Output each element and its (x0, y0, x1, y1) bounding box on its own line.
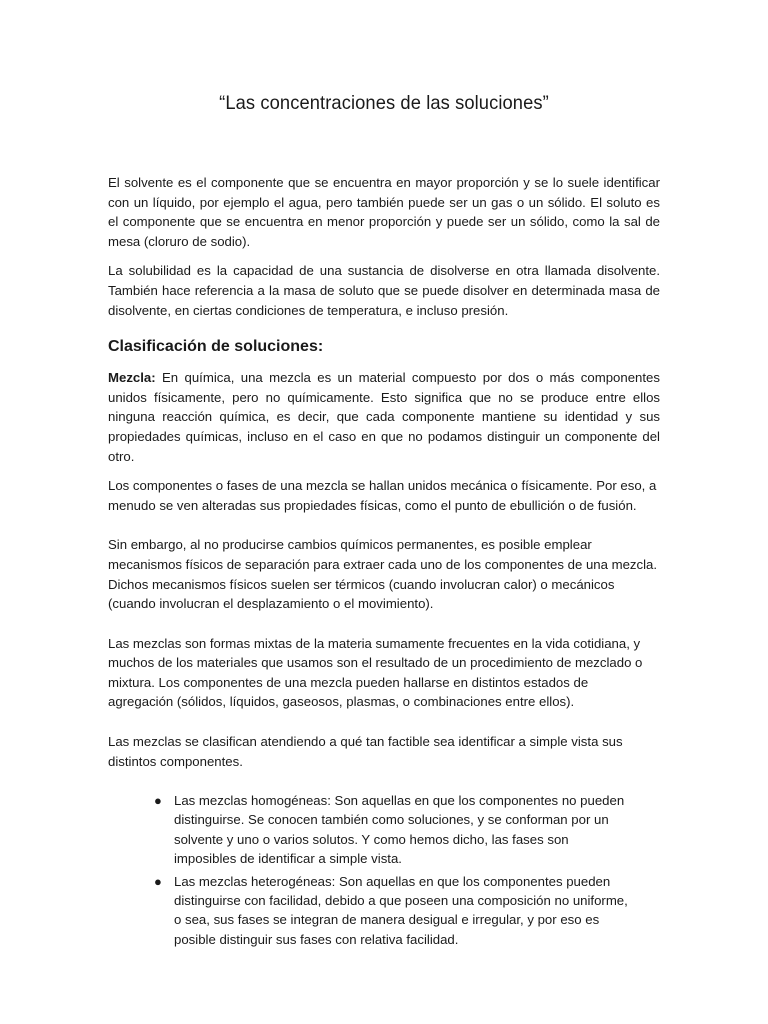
mezclas-bullet-list (108, 791, 660, 949)
bullet-icon: ● (154, 793, 162, 809)
paragraph-solvente: El solvente es el componente que se encuentra en mayor proporción y se lo suele identificar con un líquido, por ejemplo el agua, pero también puede ser un gas o un sólido. El soluto es el componente que se encuentra en menor proporción y puede ser un sólido, como la sal de mesa (cloruro de sodio). (108, 175, 660, 249)
paragraph-agregacion: agregación (sólidos, líquidos, gaseosos, plasmas, o combinaciones entre ellos). (108, 694, 575, 710)
paragraph-clasifican: Las mezclas se clasifican atendiendo a qué tan factible sea identificar a simple vista sus distintos componentes. (108, 734, 623, 769)
list-item-heterogeneas (154, 872, 634, 949)
list-item-homogeneas (154, 791, 634, 868)
bullet-icon: ● (154, 874, 162, 890)
section-heading-clasificacion: Clasificación de soluciones: (108, 338, 324, 356)
paragraph-mezcla (108, 368, 660, 466)
paragraph-mezclas-formas: Las mezclas son formas mixtas de la materia sumamente frecuentes en la vida cotidiana, y muchos de los materiales que usamos son el resultado de un procedimiento de mezclado o mixtura. Los componentes de una mezcla pueden hallarse en distintos estados de (108, 635, 643, 690)
mezcla-definition: En química, una mezcla es un material compuesto por dos o más componentes unidos físicamente, pero no químicamente. Esto significa que no se produce entre ellos ninguna reacción química, es decir, que cada componente mantiene su identidad y sus propiedades químicas, incluso en el caso en que no podamos distinguir un componente del otro. (108, 370, 660, 464)
list-item-text: Las mezclas heterogéneas: Son aquellas en que los componentes pueden distinguirse con facilidad, debido a que poseen una composición no uniforme, o sea, sus fases se integran de manera desigual e irregular, y por eso es posible distinguir sus fases con relativa facilidad. (174, 874, 628, 947)
mezcla-term: Mezcla: (108, 370, 156, 386)
document-title: “Las concentraciones de las soluciones” (219, 92, 549, 114)
list-item-text: Las mezclas homogéneas: Son aquellas en que los componentes no pueden distinguirse. Se conocen también como soluciones, y se conforman por un solvente y uno o varios solutos. Y como hemos dicho, las fases son imposibles de identificar a simple vista. (174, 793, 625, 866)
paragraph-componentes-fases: Los componentes o fases de una mezcla se hallan unidos mecánica o físicamente. Por eso, a menudo se ven alteradas sus propiedades físicas, como el punto de ebullición o de fusión. (108, 478, 657, 513)
paragraph-separacion: Sin embargo, al no producirse cambios químicos permanentes, es posible emplear mecanismos físicos de separación para extraer cada uno de los componentes de una mezcla. Dichos mecanismos físicos suelen ser térmicos (cuando involucran calor) o mecánicos (cuando involucran el desplazamiento o el movimiento). (108, 537, 658, 612)
paragraph-solubilidad: La solubilidad es la capacidad de una sustancia de disolverse en otra llamada disolvente. También hace referencia a la masa de soluto que se puede disolver en determinada masa de disolvente, en ciertas condiciones de temperatura, e incluso presión. (108, 263, 660, 318)
